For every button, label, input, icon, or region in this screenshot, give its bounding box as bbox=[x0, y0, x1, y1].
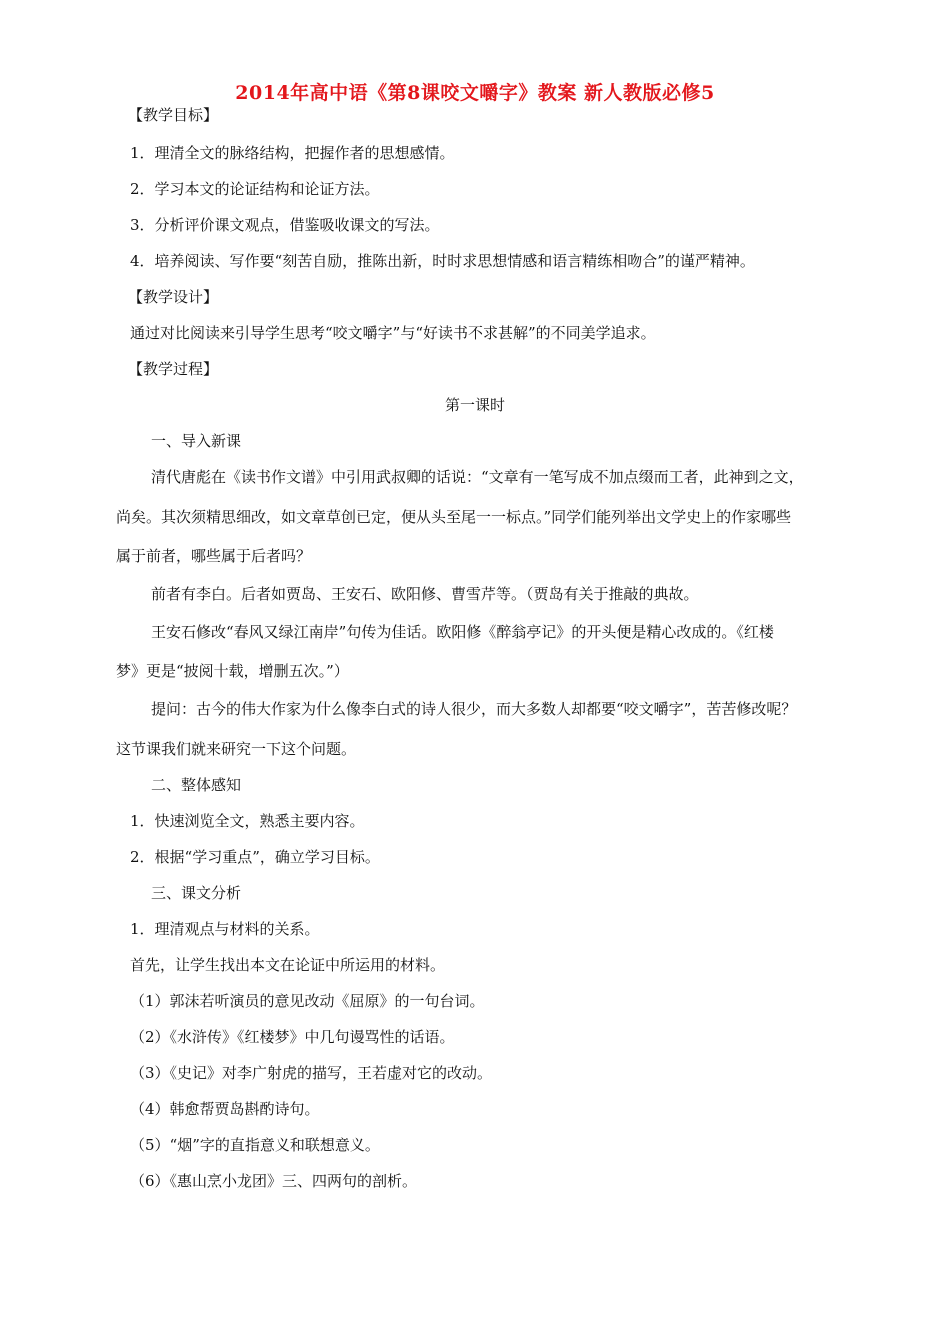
paragraph-line: 梦》更是“披阅十载，增删五次。”） bbox=[116, 662, 349, 680]
material-item-2: （2）《水浒传》《红楼梦》中几句谩骂性的话语。 bbox=[130, 1028, 455, 1046]
paragraph-line: 王安石修改“春风又绿江南岸”句传为佳话。欧阳修《醉翁亭记》的开头便是精心改成的。《红楼 bbox=[151, 623, 774, 641]
overview-item-2: 2．根据“学习重点”，确立学习目标。 bbox=[130, 848, 380, 866]
material-item-6: （6）《惠山烹小龙团》三、四两句的剖析。 bbox=[130, 1172, 418, 1190]
overview-item-1: 1．快速浏览全文，熟悉主要内容。 bbox=[130, 812, 365, 830]
analysis-paragraph: 首先，让学生找出本文在论证中所运用的材料。 bbox=[130, 956, 446, 974]
material-item-3: （3）《史记》对李广射虎的描写，王若虚对它的改动。 bbox=[130, 1064, 493, 1082]
section-heading-objectives: 【教学目标】 bbox=[128, 106, 219, 124]
paragraph-line: 清代唐彪在《读书作文谱》中引用武叔卿的话说：“文章有一笔写成不加点缀而工者，此神到之文， bbox=[151, 468, 804, 486]
lesson-period-heading: 第一课时 bbox=[444, 396, 505, 414]
analysis-item-1: 1．理清观点与材料的关系。 bbox=[130, 920, 320, 938]
paragraph-line: 这节课我们就来研究一下这个问题。 bbox=[116, 740, 357, 758]
objective-item-2: 2．学习本文的论证结构和论证方法。 bbox=[130, 180, 380, 198]
section-heading-process: 【教学过程】 bbox=[128, 360, 219, 378]
objective-item-3: 3．分析评价课文观点，借鉴吸收课文的写法。 bbox=[130, 216, 440, 234]
material-item-1: （1）郭沫若听演员的意见改动《屈原》的一句台词。 bbox=[130, 992, 485, 1010]
design-paragraph: 通过对比阅读来引导学生思考“咬文嚼字”与“好读书不求甚解”的不同美学追求。 bbox=[130, 324, 656, 342]
paragraph-line: 提问：古今的伟大作家为什么像李白式的诗人很少，而大多数人却都要“咬文嚼字”，苦苦修改呢？ bbox=[151, 700, 797, 718]
document-title: 2014年高中语《第8课咬文嚼字》教案 新人教版必修5 bbox=[235, 82, 715, 104]
material-item-5: （5）“烟”字的直指意义和联想意义。 bbox=[130, 1136, 380, 1154]
part-heading-intro: 一、导入新课 bbox=[151, 432, 242, 450]
objective-item-4: 4．培养阅读、写作要“刻苦自励，推陈出新，时时求思想情感和语言精练相吻合”的谨严精神。 bbox=[130, 252, 755, 270]
part-heading-analysis: 三、课文分析 bbox=[151, 884, 242, 902]
paragraph-line: 前者有李白。后者如贾岛、王安石、欧阳修、曹雪芹等。（贾岛有关于推敲的典故。 bbox=[151, 585, 699, 603]
objective-item-1: 1．理清全文的脉络结构，把握作者的思想感情。 bbox=[130, 144, 455, 162]
material-item-4: （4）韩愈帮贾岛斟酌诗句。 bbox=[130, 1100, 320, 1118]
paragraph-line: 尚矣。其次须精思细改，如文章草创已定，便从头至尾一一标点。”同学们能列举出文学史上的作家哪些 bbox=[116, 508, 792, 526]
paragraph-line: 属于前者，哪些属于后者吗？ bbox=[116, 547, 312, 565]
section-heading-design: 【教学设计】 bbox=[128, 288, 219, 306]
part-heading-overview: 二、整体感知 bbox=[151, 776, 242, 794]
